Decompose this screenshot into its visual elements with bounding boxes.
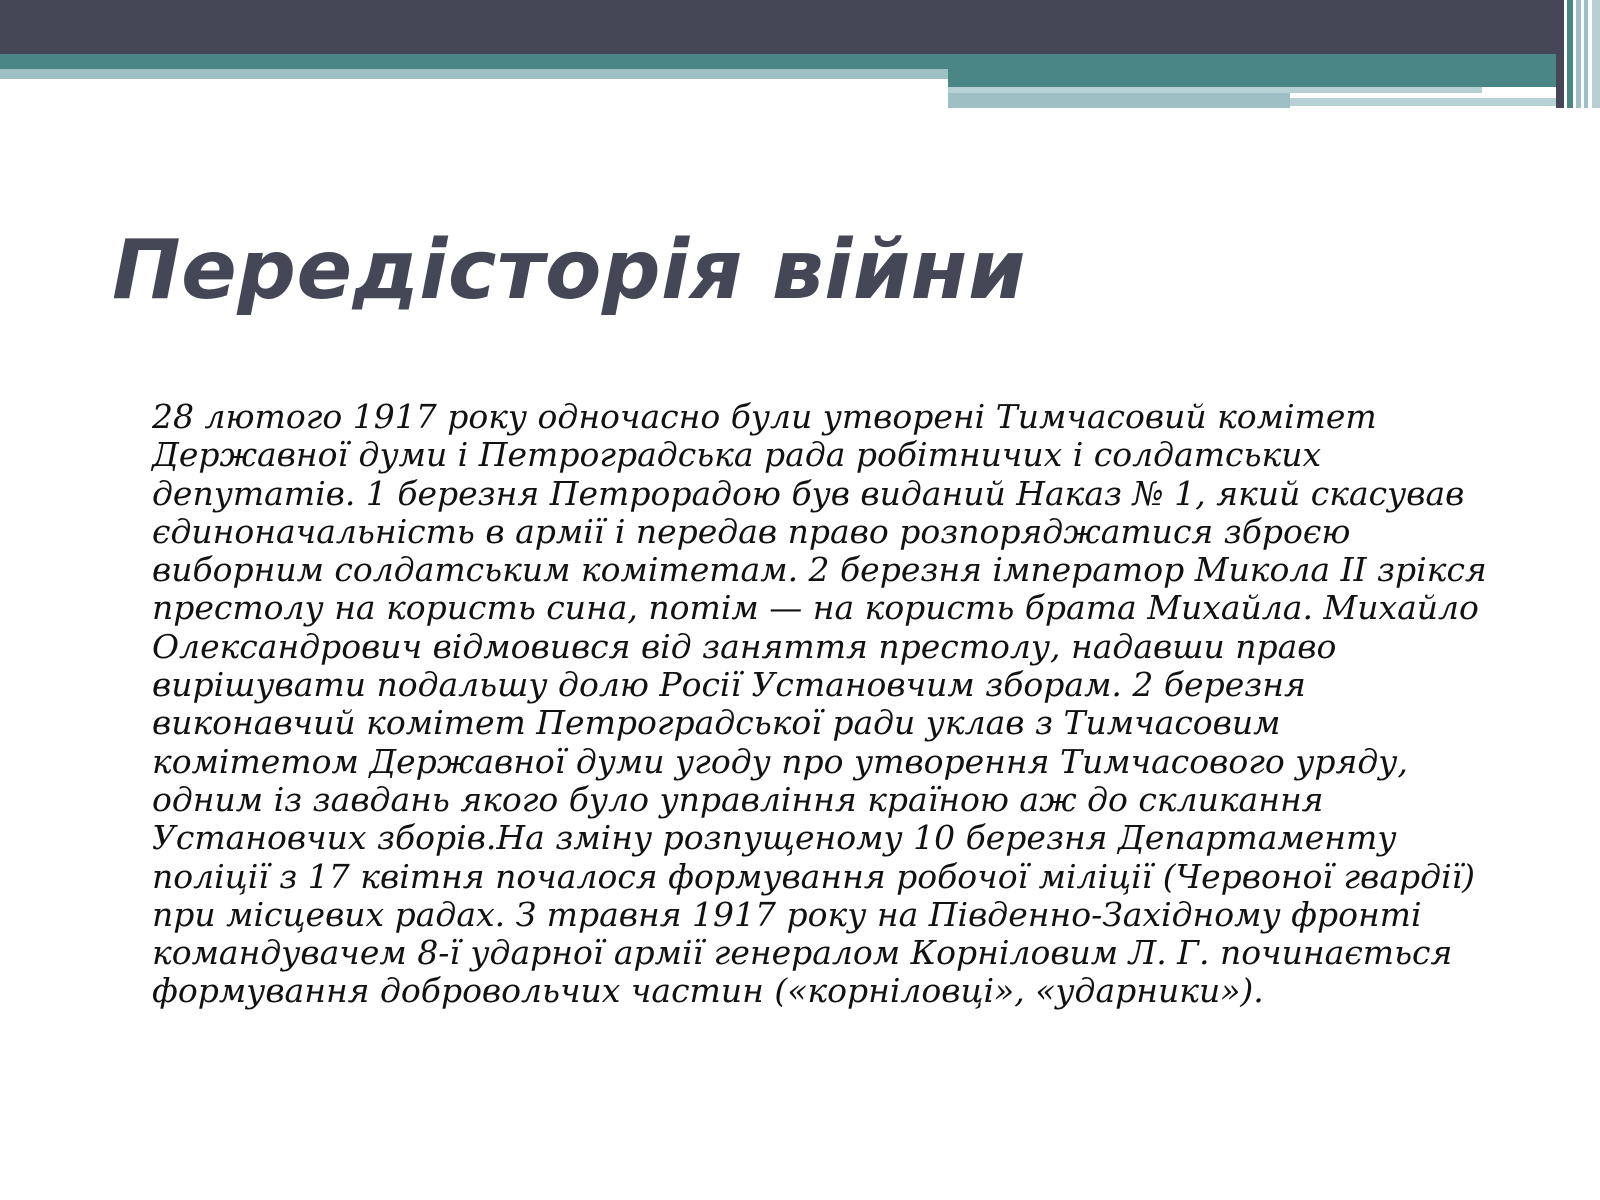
header-corner-stripes (1556, 0, 1600, 108)
header-bar-teal (0, 54, 1600, 69)
header-bar-light-2 (948, 93, 1290, 108)
slide-body-text: 28 лютого 1917 року одночасно були утворені Тимчасовий комітет Державної думи і Петроградська рада робітничих і солдатських депутатів. 1 березня Петрорадою був виданий Наказ № 1, який скасував єдиноначальність в армії і передав право розпоряджатися зброєю виборним солдатським комітетам. 2 березня імператор Микола II зрікся престолу на користь сина, потім — на користь брата Михайла. Михайло Олександрович відмовився від заняття престолу, надавши право вирішувати подальшу долю Росії Установчим зборам. 2 березня виконавчий комітет Петроградської ради уклав з Тимчасовим комітетом Державної думи угоду про утворення Тимчасового уряду, одним із завдань якого було управління країною аж до скликання Установчих зборів.На зміну розпущеному 10 березня Департаменту поліції з 17 квітня почалося формування робочої міліції (Червоної гвардії) при місцевих радах. З травня 1917 року на Південно-Західному фронті командувачем 8-ї ударної армії генералом Корніловим Л. Г. починається формування добровольчих частин («корніловці», «ударники»). (152, 397, 1487, 1011)
header-bar-light-3 (1290, 98, 1560, 106)
header-bar-dark (0, 0, 1600, 54)
header-bar-teal-right (948, 69, 1560, 87)
header-bar-light-left (0, 69, 948, 79)
slide-title: Передісторія війни (112, 223, 1026, 318)
